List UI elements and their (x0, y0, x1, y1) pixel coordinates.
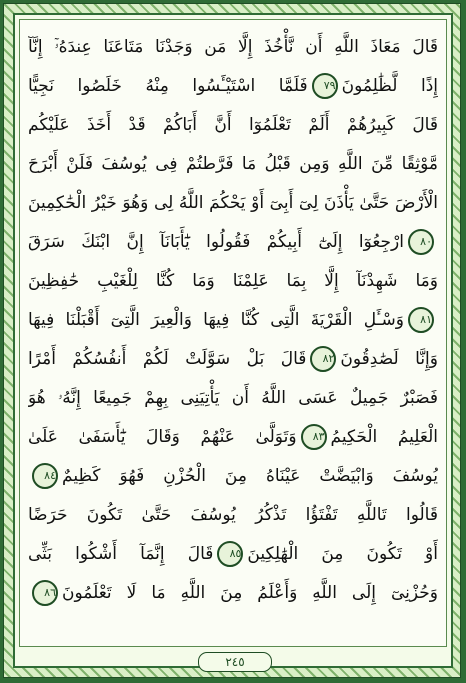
verse-line (28, 262, 438, 301)
verse-text: قَالَ بَلْ سَوَّلَتْ لَكُمْ أَنفُسُكُمْ أَمْرًا (28, 349, 307, 369)
verse-text: فَصَبْرٌ جَمِيلٌ عَسَى اللَّهُ أَن يَأْتِيَنِى بِهِمْ جَمِيعًا إِنَّهُۥ هُوَ (28, 388, 438, 408)
verse-line (28, 28, 438, 67)
verse-text: قَالَ إِنَّمَآ أَشْكُوا بَثِّى (28, 544, 214, 564)
ayah-number-marker: ٨٢ (310, 346, 336, 372)
verse-text: الْعَلِيمُ الْحَكِيمُ (330, 427, 438, 447)
verse-line (28, 223, 438, 262)
text-area (19, 19, 447, 647)
ayah-number-marker: ٨٣ (301, 424, 327, 450)
verse-text: قَالَ مَعَاذَ اللَّهِ أَن نَّأْخُذَ إِلَّا مَن وَجَدْنَا مَتَاعَنَا عِندَهُۥٓ إِنَّآ (28, 37, 438, 57)
verse-line (28, 574, 438, 613)
verse-text: وَتَوَلَّىٰ عَنْهُمْ وَقَالَ يَٰٓأَسَفَىٰ عَلَىٰ (28, 427, 297, 447)
verse-line (28, 457, 438, 496)
verse-line (28, 535, 438, 574)
ayah-number-marker: ٨١ (408, 307, 434, 333)
verse-text: إِذًا لَّظَٰلِمُونَ (341, 76, 438, 96)
verse-line (28, 145, 438, 184)
ayah-number-marker: ٨٦ (32, 580, 58, 606)
ayah-number-marker: ٧٩ (312, 73, 338, 99)
verse-text: ارْجِعُوٓا إِلَىٰٓ أَبِيكُمْ فَقُولُوا يَٰٓأَبَانَآ إِنَّ ابْنَكَ سَرَقَ (28, 232, 404, 252)
page-number: ٢٤٥ (198, 652, 272, 672)
verse-text: وَإِنَّا لَصَٰدِقُونَ (340, 349, 438, 369)
verse-line (28, 67, 438, 106)
verse-text: وَمَا شَهِدْنَآ إِلَّا بِمَا عَلِمْنَا وَمَا كُنَّا لِلْغَيْبِ حَٰفِظِينَ (28, 271, 438, 291)
verse-text: وَسْـَٔلِ الْقَرْيَةَ الَّتِى كُنَّا فِيهَا وَالْعِيرَ الَّتِىٓ أَقْبَلْنَا فِيهَا (28, 310, 404, 330)
verse-line (28, 301, 438, 340)
verse-text: قَالُوا تَاللَّهِ تَفْتَؤُا تَذْكُرُ يُوسُفَ حَتَّىٰ تَكُونَ حَرَضًا (28, 505, 438, 525)
verse-text: قَالَ كَبِيرُهُمْ أَلَمْ تَعْلَمُوٓا أَنَّ أَبَاكُمْ قَدْ أَخَذَ عَلَيْكُم (28, 115, 438, 135)
verse-lines (28, 28, 438, 613)
ayah-number-marker: ٨٥ (217, 541, 243, 567)
verse-line (28, 496, 438, 535)
verse-line (28, 184, 438, 223)
verse-text: الْأَرْضَ حَتَّىٰ يَأْذَنَ لِىٓ أَبِىٓ أَوْ يَحْكُمَ اللَّهُ لِى وَهُوَ خَيْرُ الْحَٰكِمِينَ (28, 193, 438, 213)
verse-line (28, 106, 438, 145)
ayah-number-marker: ٨٠ (408, 229, 434, 255)
verse-line (28, 418, 438, 457)
verse-line (28, 340, 438, 379)
verse-text: فَلَمَّا اسْتَيْـَٔسُوا مِنْهُ خَلَصُوا نَجِيًّا (28, 76, 308, 96)
verse-text: أَوْ تَكُونَ مِنَ الْهَٰلِكِينَ (247, 544, 438, 564)
verse-text: يُوسُفَ وَابْيَضَّتْ عَيْنَاهُ مِنَ الْحُزْنِ فَهُوَ كَظِيمٌ (62, 466, 438, 486)
verse-line (28, 379, 438, 418)
verse-text: وَحُزْنِىٓ إِلَى اللَّهِ وَأَعْلَمُ مِنَ اللَّهِ مَا لَا تَعْلَمُونَ (62, 583, 438, 603)
ayah-number-marker: ٨٤ (32, 463, 58, 489)
verse-text: مَّوْثِقًا مِّنَ اللَّهِ وَمِن قَبْلُ مَا فَرَّطتُمْ فِى يُوسُفَ فَلَنْ أَبْرَحَ (28, 154, 438, 174)
